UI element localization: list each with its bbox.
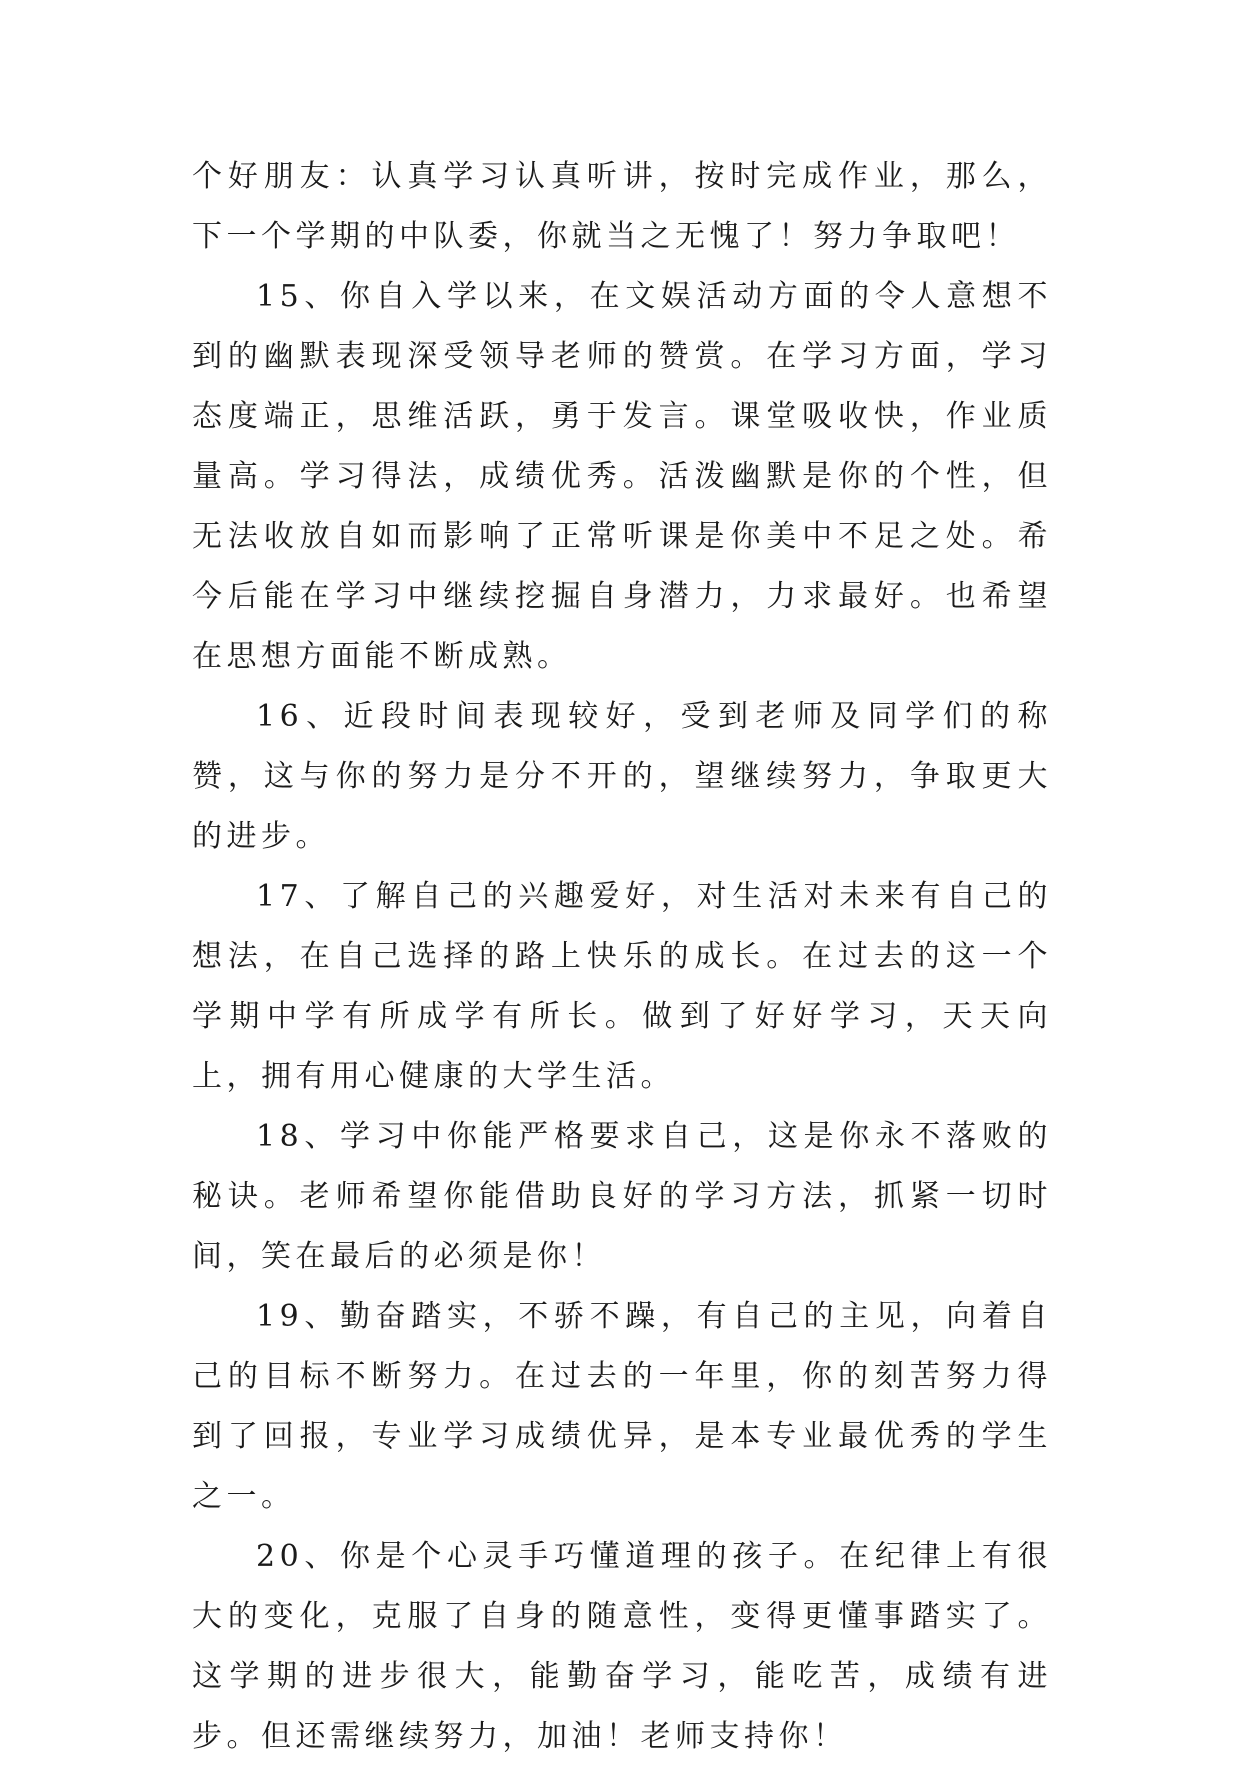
paragraph-comment-19: 19、勤奋踏实，不骄不躁，有自己的主见，向着自己的目标不断努力。在过去的一年里，你的刻苦努力得到了回报，专业学习成绩优异，是本专业最优秀的学生之一。 xyxy=(192,1299,1052,1514)
paragraph-comment-20: 20、你是个心灵手巧懂道理的孩子。在纪律上有很大的变化，克服了自身的随意性，变得更懂事踏实了。这学期的进步很大，能勤奋学习，能吃苦，成绩有进步。但还需继续努力，加油！老师支持你！ xyxy=(192,1539,1052,1754)
paragraph-comment-17: 17、了解自己的兴趣爱好，对生活对未来有自己的想法，在自己选择的路上快乐的成长。在过去的这一个学期中学有所成学有所长。做到了好好学习，天天向上，拥有用心健康的大学生活。 xyxy=(192,879,1052,1094)
document-body xyxy=(192,147,1052,1767)
paragraph-comment-18: 18、学习中你能严格要求自己，这是你永不落败的秘诀。老师希望你能借助良好的学习方法，抓紧一切时间，笑在最后的必须是你！ xyxy=(192,1119,1052,1274)
paragraph-continuation: 个好朋友：认真学习认真听讲，按时完成作业，那么，下一个学期的中队委，你就当之无愧了！努力争取吧！ xyxy=(192,159,1052,254)
paragraph-comment-15: 15、你自入学以来，在文娱活动方面的令人意想不到的幽默表现深受领导老师的赞赏。在学习方面，学习态度端正，思维活跃，勇于发言。课堂吸收快，作业质量高。学习得法，成绩优秀。活泼幽默是你的个性，但无法收放自如而影响了正常听课是你美中不足之处。希今后能在学习中继续挖掘自身潜力，力求最好。也希望在思想方面能不断成熟。 xyxy=(192,279,1052,674)
paragraph-comment-16: 16、近段时间表现较好，受到老师及同学们的称赞，这与你的努力是分不开的，望继续努力，争取更大的进步。 xyxy=(192,699,1052,854)
